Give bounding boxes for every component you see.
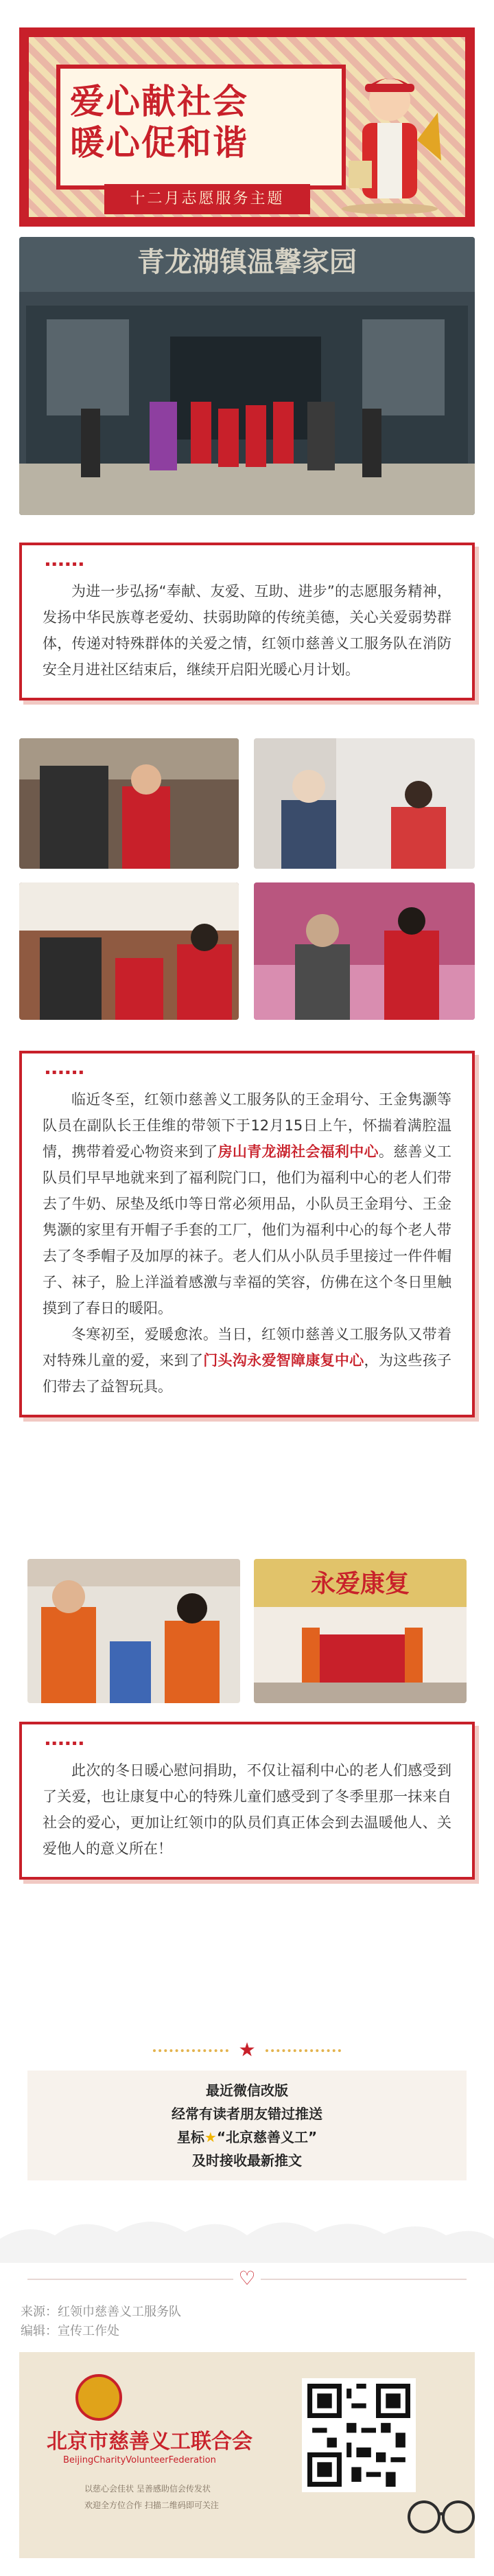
photo-elderly-visit-3 bbox=[19, 882, 239, 1020]
photo-elderly-visit-4 bbox=[254, 882, 475, 1020]
group-photo bbox=[19, 237, 475, 515]
card-dots-decoration: ▪▪▪▪▪▪ bbox=[45, 1740, 86, 1747]
intro-paragraph: 为进一步弘扬“奉献、友爱、互助、进步”的志愿服务精神，发扬中华民族尊老爱幼、扶弱助障的传统美德，关心关爱弱势群体，传递对特殊群体的关爱之情，红领巾慈善义工服务队在消防安全月进社区结束后，继续开启阳光暖心月计划。 bbox=[43, 583, 451, 678]
source-text: 来源：红领巾慈善义工服务队 bbox=[21, 2305, 181, 2319]
federation-logo-icon bbox=[75, 2374, 122, 2421]
highlight-welfare-center: 房山青龙湖社会福利中心 bbox=[217, 1143, 379, 1160]
photo-elderly-visit-2 bbox=[254, 738, 475, 869]
story-text: 。慈善义工队员们早早地就来到了福利院门口，他们为福利中心的老人们带去了牛奶、尿垫及纸巾等日常必须用品，小队员王金琄兮、王金隽灏的家里有开帽子手套的工厂，他们为福利中心的每个老人带去了冬季帽子及加厚的袜子。老人们从小队员手里接过一件件帽子、袜子，脸上洋溢着感激与幸福的笑容，仿佛在这个冬日里触摸到了春日的暖阳。 bbox=[43, 1143, 452, 1317]
photo-elderly-visit-1 bbox=[19, 738, 239, 869]
photo-rehab-center-entrance bbox=[254, 1559, 467, 1703]
banner-title-line2: 暖心促和谐 bbox=[70, 122, 248, 163]
banner-subtitle: 十二月志愿服务主题 bbox=[104, 184, 310, 214]
closing-paragraph: 此次的冬日暖心慰问捐助，不仅让福利中心的老人们感受到了关爱，也让康复中心的特殊儿童们感受到了冬季里那一抹来自社会的爱心，更加让红领巾的队员们真正体会到去温暖他人、关爱他人的意义所在！ bbox=[43, 1762, 451, 1857]
story-text: 冬寒初至，爱暖愈浓。当日，红领巾慈善义工服务队又带着对特殊儿童的爱，来到了 bbox=[43, 1326, 451, 1369]
closing-card bbox=[19, 1722, 475, 1880]
card-dots-decoration: ▪▪▪▪▪▪ bbox=[45, 560, 86, 568]
org-footer-card bbox=[19, 2352, 475, 2558]
org-english-name: BeijingCharityVolunteerFederation bbox=[63, 2455, 216, 2465]
highlight-rehab-center: 门头沟永爱智障康复中心 bbox=[203, 1352, 364, 1369]
notice-account-name: “北京慈善义工” bbox=[216, 2129, 318, 2145]
banner-title-line1: 爱心献社会 bbox=[70, 81, 248, 122]
story-paragraph-2 bbox=[43, 1321, 451, 1400]
story-text: ，为这些孩子们带去了益智玩具。 bbox=[43, 1352, 452, 1395]
org-slogan-1: 以慈心会佳状 呈善感助信会传发状 bbox=[84, 2484, 211, 2494]
org-slogan-2: 欢迎全方位合作 扫描二维码即可关注 bbox=[84, 2500, 219, 2510]
star-icon: ★ bbox=[204, 2129, 217, 2145]
intro-card bbox=[19, 543, 475, 700]
notice-line-1: 最近微信改版 bbox=[206, 2082, 288, 2099]
org-name: 北京市慈善义工联合会 bbox=[47, 2430, 252, 2454]
bow-icon: ♡ bbox=[233, 2265, 261, 2292]
cloud-decoration bbox=[0, 2201, 494, 2263]
header-banner bbox=[19, 27, 475, 227]
volunteer-illustration bbox=[335, 58, 445, 216]
star-divider bbox=[0, 2038, 494, 2061]
card-dots-decoration: ▪▪▪▪▪▪ bbox=[45, 1069, 86, 1076]
follow-notice bbox=[27, 2071, 467, 2180]
notice-star-prefix: 星标 bbox=[176, 2129, 204, 2145]
qr-code[interactable] bbox=[302, 2378, 416, 2492]
photo-rehab-children bbox=[27, 1559, 240, 1703]
notice-line-3 bbox=[27, 2125, 467, 2149]
star-icon: ★ bbox=[238, 2038, 256, 2061]
rehab-center-sign: 永爱康复 bbox=[310, 1569, 410, 1598]
glasses-decoration bbox=[403, 2489, 475, 2544]
story-paragraph-1 bbox=[43, 1086, 451, 1321]
editor-text: 编辑：宣传工作处 bbox=[21, 2324, 119, 2338]
building-sign: 青龙湖镇温馨家园 bbox=[137, 246, 357, 278]
story-card bbox=[19, 1051, 475, 1417]
notice-line-4: 及时接收最新推文 bbox=[192, 2152, 302, 2169]
story-text: 临近冬至，红领巾慈善义工服务队的王金琄兮、王金隽灏等队员在副队长王佳维的带领下于12月15日上午，怀揣着满腔温情，携带着爱心物资来到了 bbox=[43, 1091, 451, 1160]
notice-line-2: 经常有读者朋友错过推送 bbox=[172, 2106, 322, 2122]
